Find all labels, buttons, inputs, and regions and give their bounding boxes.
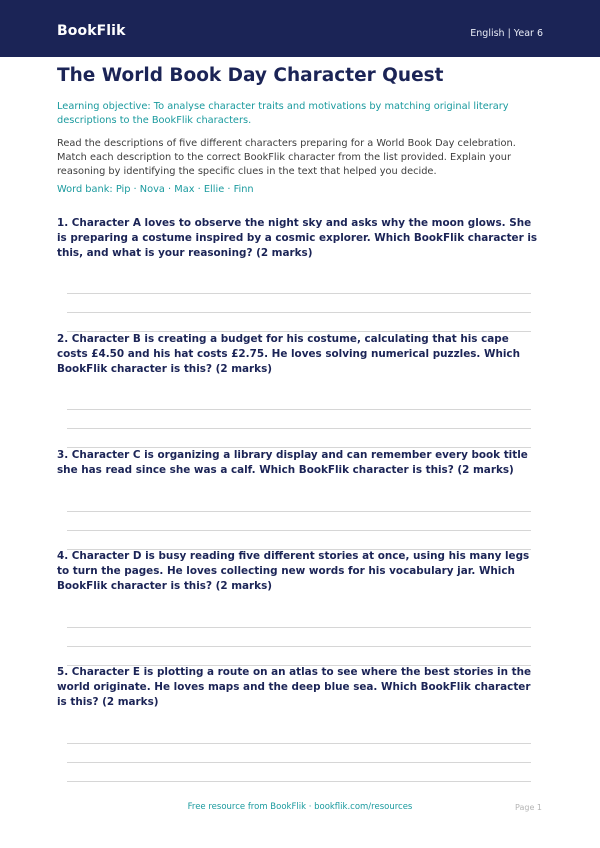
page-header	[0, 0, 600, 57]
word-bank: Word bank: Pip · Nova · Max · Ellie · Finn	[57, 184, 254, 195]
answer-line[interactable]	[67, 511, 531, 512]
page-title: The World Book Day Character Quest	[57, 65, 444, 86]
answer-line[interactable]	[67, 627, 531, 628]
question-4: 4. Character D is busy reading five different stories at once, using his many legs to turn the pages. He loves collecting new words for his vocabulary jar. Which BookFlik character is this? (2 marks)	[57, 550, 530, 593]
answer-line[interactable]	[67, 646, 531, 647]
page-number: Page 1	[515, 803, 542, 812]
question-3: 3. Character C is organizing a library display and can remember every book title she has read since she was a calf. Which BookFlik character is this? (2 marks)	[57, 449, 528, 477]
answer-line[interactable]	[67, 743, 531, 744]
instructions: Read the descriptions of five different characters preparing for a World Book Day celebration. Match each description to the correct BookFlik character from the list provided. Explain your reasoning by identifying the specific clues in the text that helped you decide.	[57, 138, 516, 177]
answer-line[interactable]	[67, 781, 531, 782]
question-2: 2. Character B is creating a budget for his costume, calculating that his cape costs £4.50 and his hat costs £2.75. He loves solving numerical puzzles. Which BookFlik character is this? (2 marks)	[57, 333, 520, 376]
question-5: 5. Character E is plotting a route on an atlas to see where the best stories in the world originate. He loves maps and the deep blue sea. Which BookFlik character is this? (2 marks)	[57, 666, 532, 709]
answer-line[interactable]	[67, 530, 531, 531]
answer-line[interactable]	[67, 409, 531, 410]
answer-line[interactable]	[67, 428, 531, 429]
learning-objective: Learning objective: To analyse character traits and motivations by matching original literary descriptions to the BookFlik characters.	[57, 101, 509, 126]
answer-line[interactable]	[67, 762, 531, 763]
answer-line[interactable]	[67, 293, 531, 294]
brand-logo: BookFlik	[57, 23, 126, 39]
footer-resource-link[interactable]: Free resource from BookFlik · bookflik.com/resources	[187, 802, 413, 812]
question-1: 1. Character A loves to observe the night sky and asks why the moon glows. She is preparing a costume inspired by a cosmic explorer. Which BookFlik character is this, and what is your reasoning? (2 marks)	[57, 217, 538, 260]
answer-line[interactable]	[67, 312, 531, 313]
subject-year: English | Year 6	[470, 28, 543, 39]
